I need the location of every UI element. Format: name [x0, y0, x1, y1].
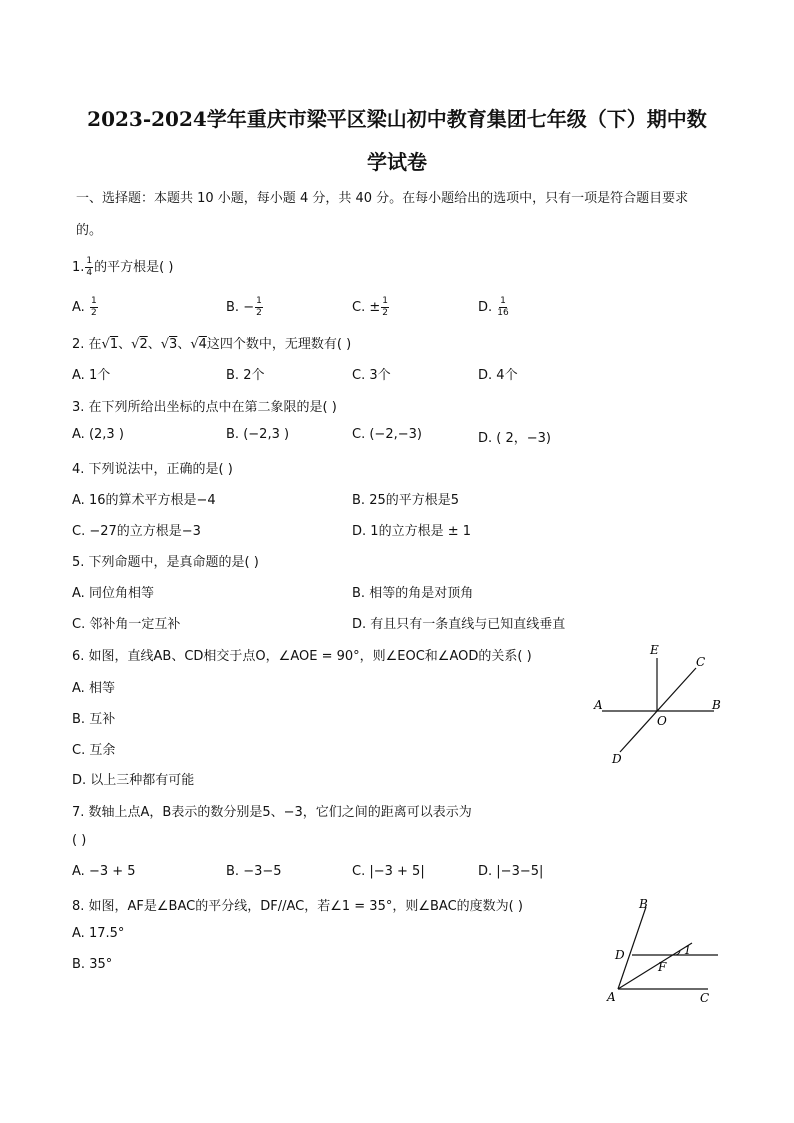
sqrt-1: √1 — [101, 337, 119, 352]
fraction: $\frac{1}{2}$ — [256, 296, 262, 318]
question-5-option-d: D. 有且只有一条直线与已知直线垂直 — [352, 617, 566, 632]
sqrt-3: √3 — [160, 337, 178, 352]
question-6-option-d: D. 以上三种都有可能 — [72, 773, 195, 788]
label-e: E — [650, 643, 659, 657]
question-1-stem-text: 的平方根是( ) — [94, 260, 174, 275]
question-8-figure — [600, 893, 730, 1008]
label-c: C — [696, 655, 706, 669]
label-d: D — [615, 948, 625, 962]
question-4-option-a: A. 16的算术平方根是−4 — [72, 493, 216, 508]
question-2-stem: 2. 在√1、√2、√3、√4这四个数中，无理数有( ) — [72, 337, 352, 352]
question-3-option-a: A. (2,3 ) — [72, 427, 124, 442]
question-8-option-a: A. 17.5° — [72, 926, 125, 941]
question-3-option-c: C. (−2,−3) — [352, 427, 422, 442]
question-6-option-a: A. 相等 — [72, 681, 115, 696]
question-7-option-b: B. −3−5 — [226, 864, 282, 879]
question-2-option-b: B. 2个 — [226, 368, 265, 383]
ray-af — [618, 943, 692, 989]
question-4-option-b: B. 25的平方根是5 — [352, 493, 460, 508]
label-angle-1: 1 — [684, 944, 691, 957]
question-7-stem-line2: ( ) — [72, 833, 87, 848]
fraction: $\frac{1}{4}$ — [86, 256, 93, 278]
question-4-option-c: C. −27的立方根是−3 — [72, 524, 201, 539]
question-3-option-b: B. (−2,3 ) — [226, 427, 290, 442]
question-7-option-a: A. −3 + 5 — [72, 864, 136, 879]
question-8-stem: 8. 如图，AF是∠BAC的平分线，DF//AC，若∠1 = 35°，则∠BAC的度数为( ) — [72, 899, 523, 914]
label-a: A — [594, 698, 603, 712]
question-1-option-b: B. − $\frac{1}{2}$ — [226, 296, 262, 318]
label-b: B — [639, 897, 648, 911]
question-2-option-d: D. 4个 — [478, 368, 518, 383]
question-2-option-c: C. 3个 — [352, 368, 391, 383]
question-5-stem: 5. 下列命题中，是真命题的是( ) — [72, 555, 259, 570]
fraction: $\frac{1}{2}$ — [382, 296, 388, 318]
question-3-stem: 3. 在下列所给出坐标的点中在第二象限的是( ) — [72, 400, 337, 415]
question-5-option-b: B. 相等的角是对顶角 — [352, 586, 474, 601]
sqrt-4: √4 — [190, 337, 207, 352]
fraction: $\frac{1}{2}$ — [90, 296, 97, 318]
question-6-option-c: C. 互余 — [72, 743, 116, 758]
question-7-option-c: C. |−3 + 5| — [352, 864, 425, 879]
question-number: 1. — [72, 260, 85, 275]
label-a: A — [607, 990, 616, 1004]
question-1-stem — [72, 256, 173, 278]
label-f: F — [658, 960, 667, 974]
page-title-line2: 学试卷 — [367, 150, 427, 174]
question-4-stem: 4. 下列说法中，正确的是( ) — [72, 462, 233, 477]
line-cd — [620, 668, 696, 752]
question-2-option-a: A. 1个 — [72, 368, 111, 383]
question-3-option-d: D. ( 2，−3) — [478, 431, 552, 446]
question-7-stem: 7. 数轴上点A，B表示的数分别是5、−3，它们之间的距离可以表示为 — [72, 805, 472, 820]
question-6-figure — [590, 640, 730, 770]
question-1-option-d: D. $\frac{1}{16}$ — [478, 296, 509, 318]
fraction: $\frac{1}{16}$ — [497, 296, 509, 318]
question-1-option-a: A. $\frac{1}{2}$ — [72, 296, 97, 318]
label-o: O — [657, 714, 667, 728]
question-7-option-d: D. |−3−5| — [478, 864, 544, 879]
section-instructions-line2: 的。 — [76, 223, 103, 238]
section-instructions-line1: 一、选择题：本题共 10 小题，每小题 4 分，共 40 分。在每小题给出的选项中，只有一项是符合题目要求 — [76, 191, 689, 206]
label-c: C — [700, 991, 710, 1005]
question-1-option-c: C. ± $\frac{1}{2}$ — [352, 296, 388, 318]
question-6-stem: 6. 如图，直线AB、CD相交于点O，∠AOE = 90°，则∠EOC和∠AOD的关系( ) — [72, 649, 532, 664]
sqrt-2: √2 — [131, 337, 148, 352]
label-d: D — [612, 752, 622, 766]
question-4-option-d: D. 1的立方根是 ± 1 — [352, 524, 471, 539]
question-5-option-a: A. 同位角相等 — [72, 586, 154, 601]
question-8-option-b: B. 35° — [72, 957, 113, 972]
question-6-option-b: B. 互补 — [72, 712, 116, 727]
question-5-option-c: C. 邻补角一定互补 — [72, 617, 181, 632]
page-title-line1: 2023-2024学年重庆市梁平区梁山初中教育集团七年级（下）期中数 — [87, 107, 707, 131]
label-b: B — [712, 698, 721, 712]
